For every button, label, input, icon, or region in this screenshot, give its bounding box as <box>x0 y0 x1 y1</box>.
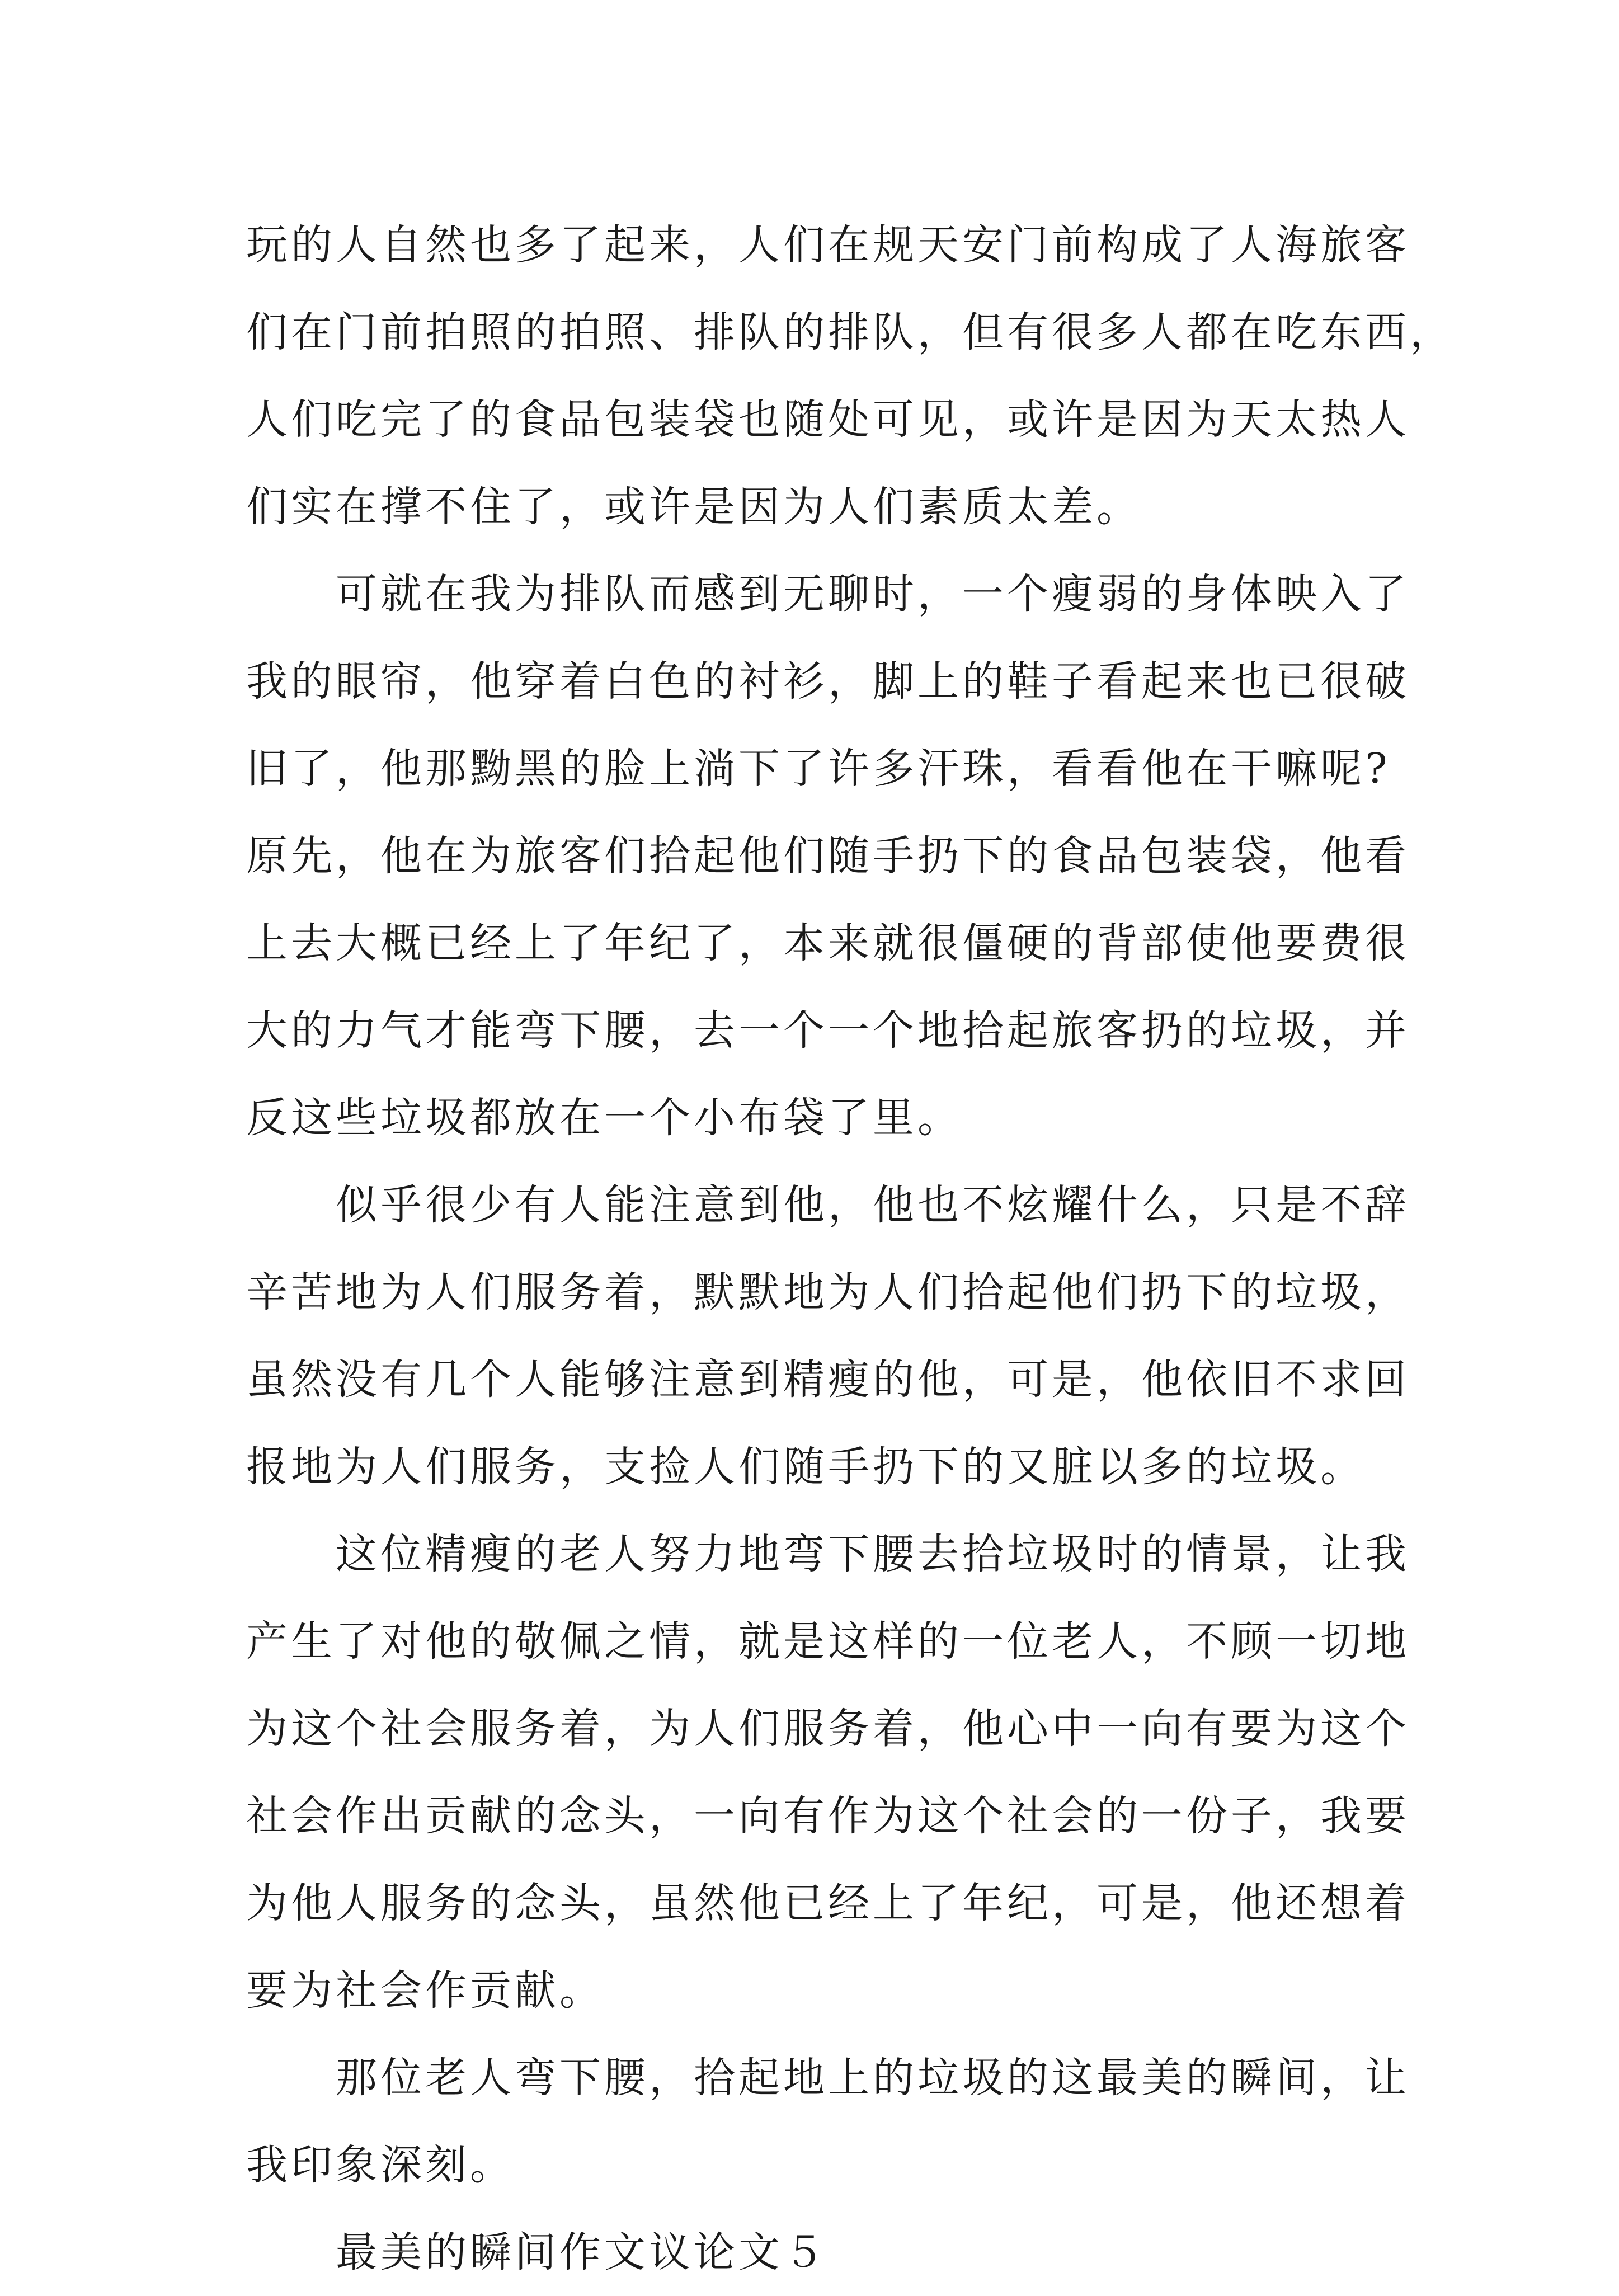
section-heading: 最美的瞬间作文议论文５ <box>336 2228 828 2276</box>
text-line: 虽然没有几个人能够注意到精瘦的他，可是，他依旧不求回 <box>246 1356 1410 1404</box>
text-line: 玩的人自然也多了起来，人们在规天安门前构成了人海旅客 <box>246 221 1410 269</box>
text-line-paragraph-start: 似乎很少有人能注意到他，他也不炫耀什么，只是不辞 <box>336 1181 1410 1229</box>
text-line: 产生了对他的敬佩之情，就是这样的一位老人，不顾一切地 <box>246 1617 1410 1665</box>
text-line: 旧了，他那黝黑的脸上淌下了许多汗珠，看看他在干嘛呢? <box>246 745 1391 793</box>
text-line: 为这个社会服务着，为人们服务着，他心中一向有要为这个 <box>246 1705 1410 1753</box>
text-line: 原先，他在为旅客们拾起他们随手扔下的食品包装袋，他看 <box>246 832 1410 880</box>
document-body <box>246 201 1455 2296</box>
text-line-paragraph-start: 这位精瘦的老人努力地弯下腰去拾垃圾时的情景，让我 <box>336 1530 1410 1578</box>
text-line: 我的眼帘，他穿着白色的衬衫，脚上的鞋子看起来也已很破 <box>246 657 1410 705</box>
text-line: 们在门前拍照的拍照、排队的排队，但有很多人都在吃东西， <box>246 308 1455 356</box>
text-line: 大的力气才能弯下腰，去一个一个地拾起旅客扔的垃圾，并 <box>246 1006 1410 1055</box>
text-line: 上去大概已经上了年纪了，本来就很僵硬的背部使他要费很 <box>246 919 1410 967</box>
text-line: 为他人服务的念头，虽然他已经上了年纪，可是，他还想着 <box>246 1879 1410 1927</box>
text-line: 要为社会作贡献。 <box>246 1966 604 2015</box>
text-line: 反这些垃圾都放在一个小布袋了里。 <box>246 1094 962 1142</box>
text-line: 报地为人们服务，支捡人们随手扔下的又脏以多的垃圾。 <box>246 1443 1365 1491</box>
text-line: 我印象深刻。 <box>246 2141 515 2189</box>
text-line: 社会作出贡献的念头，一向有作为这个社会的一份子，我要 <box>246 1792 1410 1840</box>
text-line: 辛苦地为人们服务着，默默地为人们拾起他们扔下的垃圾， <box>246 1268 1410 1316</box>
text-line-paragraph-start: 可就在我为排队而感到无聊时，一个瘦弱的身体映入了 <box>336 570 1410 618</box>
text-line-paragraph-start: 那位老人弯下腰，拾起地上的垃圾的这最美的瞬间，让 <box>336 2054 1410 2102</box>
text-line: 人们吃完了的食品包装袋也随处可见，或许是因为天太热人 <box>246 396 1410 444</box>
text-line: 们实在撑不住了，或许是因为人们素质太差。 <box>246 483 1141 531</box>
